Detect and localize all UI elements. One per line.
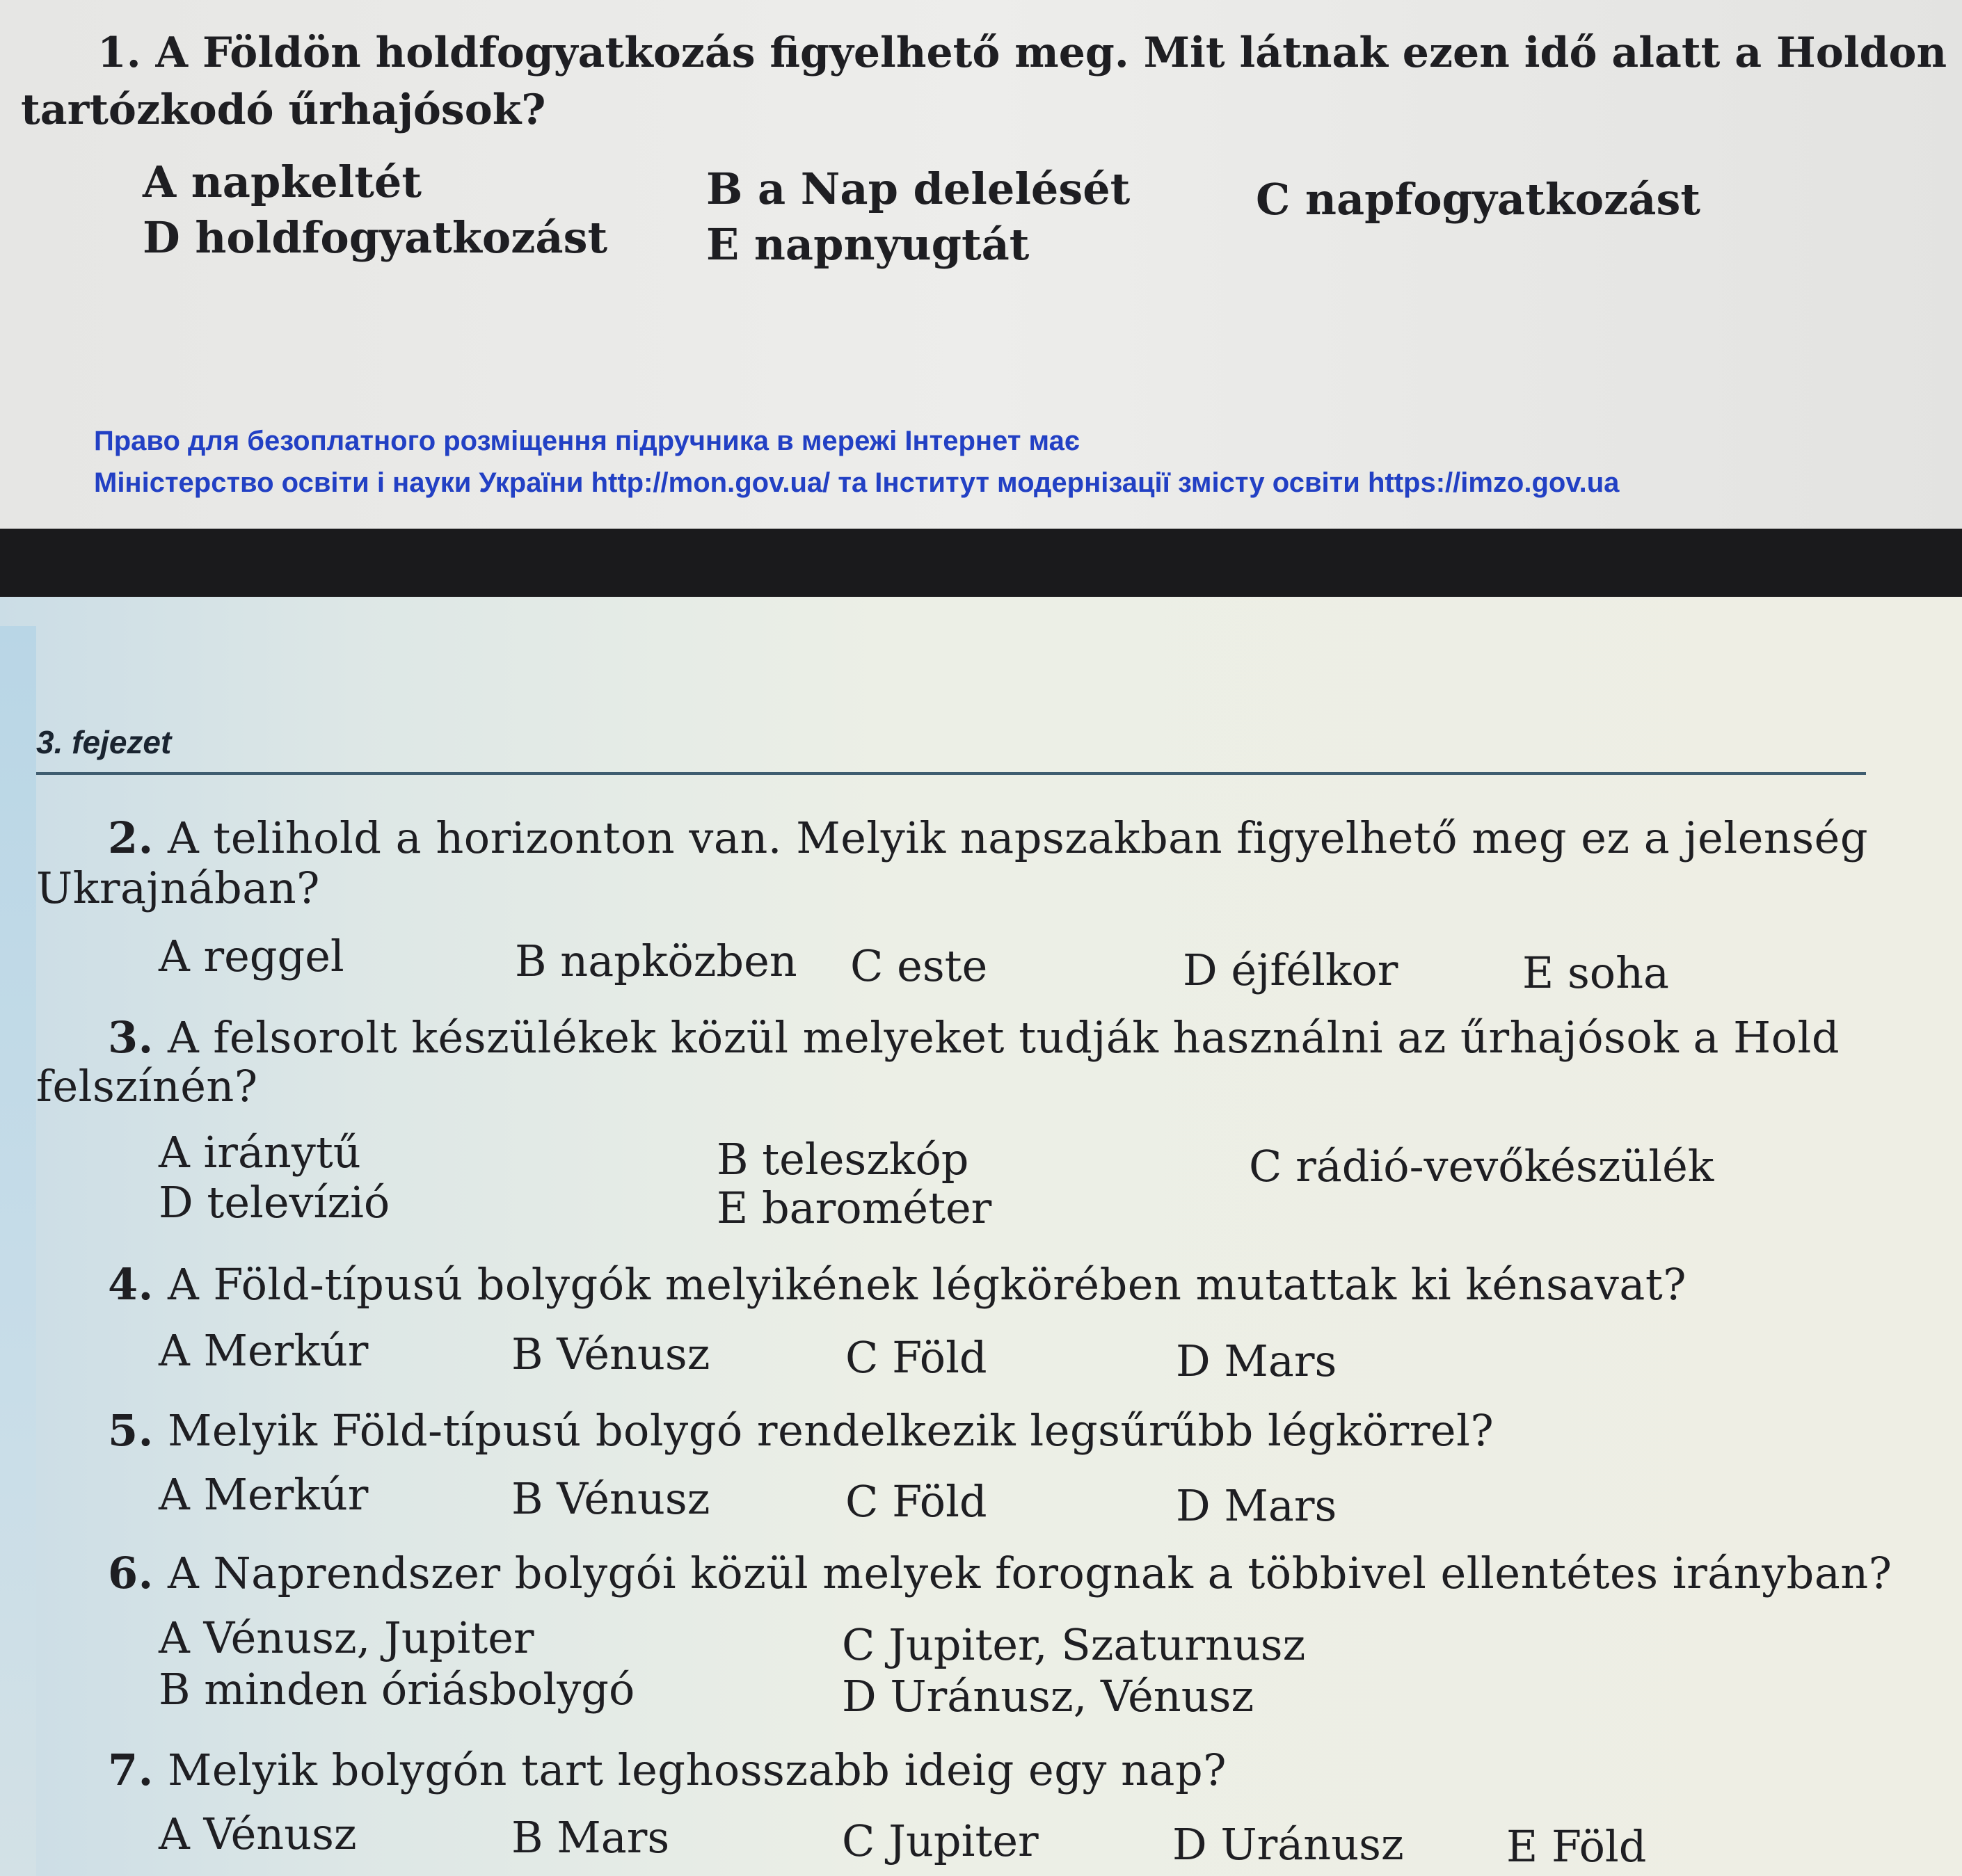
q6-text: A Naprendszer bolygói közül melyek forognak a többivel ellentétes irányban? [167, 1548, 1892, 1598]
q2-text: A telihold a horizonton van. Melyik napszakban figyelhető meg ez a jelenség [167, 812, 1869, 863]
page-gap-band [0, 529, 1962, 597]
q4-text-line1 [108, 1259, 1686, 1310]
q3-option-c: C rádió-vevőkészülék [1249, 1141, 1714, 1192]
copyright-note-line1: Право для безоплатного розміщення підручника в мережі Інтернет має [94, 426, 1080, 456]
q6-option-b: B minden óriásbolygó [159, 1664, 635, 1715]
q4-number: 4. [108, 1259, 154, 1310]
q7-number: 7. [108, 1745, 154, 1795]
q5-option-a: A Merkúr [159, 1469, 369, 1520]
q1-option-b: B a Nap delelését [706, 163, 1131, 214]
q5-option-b: B Vénusz [511, 1473, 710, 1524]
q4-text: A Föld-típusú bolygók melyikének légkörében mutattak ki kénsavat? [167, 1259, 1687, 1310]
q5-option-c: C Föld [845, 1476, 987, 1527]
q7-option-c: C Jupiter [842, 1815, 1039, 1866]
q6-option-d: D Uránusz, Vénusz [842, 1671, 1254, 1722]
q3-option-e: E barométer [717, 1182, 992, 1233]
q3-option-a: A iránytű [159, 1127, 361, 1178]
q7-option-d: D Uránusz [1172, 1819, 1404, 1870]
q2-option-a: A reggel [159, 931, 344, 981]
q2-option-b: B napközben [515, 936, 797, 986]
q3-text: A felsorolt készülékek közül melyeket tudják használni az űrhajósok a Hold [167, 1012, 1840, 1063]
q1-option-e: E napnyugtát [706, 219, 1030, 270]
q5-text: Melyik Föld-típusú bolygó rendelkezik legsűrűbb légkörrel? [167, 1405, 1494, 1456]
q6-text-line1 [108, 1548, 1892, 1598]
q4-option-d: D Mars [1176, 1336, 1337, 1386]
q6-option-a: A Vénusz, Jupiter [159, 1612, 534, 1663]
q1-option-a: A napkeltét [143, 157, 422, 207]
q2-text-line1 [108, 812, 1868, 863]
q4-option-c: C Föld [845, 1332, 987, 1383]
q2-option-d: D éjfélkor [1183, 945, 1398, 995]
q7-option-b: B Mars [511, 1812, 670, 1863]
q3-text-line2: felszínén? [36, 1061, 258, 1112]
q3-option-d: D televízió [159, 1177, 390, 1228]
q5-option-d: D Mars [1176, 1480, 1337, 1531]
copyright-note-line2: Міністерство освіти і науки України http://mon.gov.ua/ та Інститут модернізації змісту освіти https://imzo.gov.ua [94, 467, 1620, 498]
q7-option-e: E Föld [1506, 1821, 1647, 1872]
q7-text-line1 [108, 1745, 1227, 1795]
q3-option-b: B teleszkóp [717, 1134, 969, 1185]
q2-option-e: E soha [1522, 947, 1670, 998]
q4-option-b: B Vénusz [511, 1329, 710, 1379]
chapter-heading: 3. fejezet [36, 724, 172, 760]
q2-number: 2. [108, 812, 154, 863]
q1-text-line2: tartózkodó űrhajósok? [21, 86, 546, 134]
q2-option-c: C este [850, 940, 988, 991]
q1-option-c: C napfogyatkozást [1256, 174, 1700, 225]
q3-number: 3. [108, 1012, 154, 1063]
q7-text: Melyik bolygón tart leghosszabb ideig egy nap? [167, 1745, 1227, 1795]
q2-text-line2: Ukrajnában? [36, 863, 320, 913]
q1-text-line1: 1. A Földön holdfogyatkozás figyelhető meg. Mit látnak ezen idő alatt a Holdon [97, 29, 1947, 77]
q5-number: 5. [108, 1405, 154, 1456]
page-margin-stripe [0, 626, 36, 1876]
chapter-rule [36, 772, 1866, 775]
q7-option-a: A Vénusz [159, 1809, 357, 1859]
q4-option-a: A Merkúr [159, 1325, 369, 1376]
q6-option-c: C Jupiter, Szaturnusz [842, 1619, 1306, 1670]
q5-text-line1 [108, 1405, 1494, 1456]
q6-number: 6. [108, 1548, 154, 1598]
q3-text-line1 [108, 1012, 1840, 1063]
q1-option-d: D holdfogyatkozást [143, 212, 608, 263]
